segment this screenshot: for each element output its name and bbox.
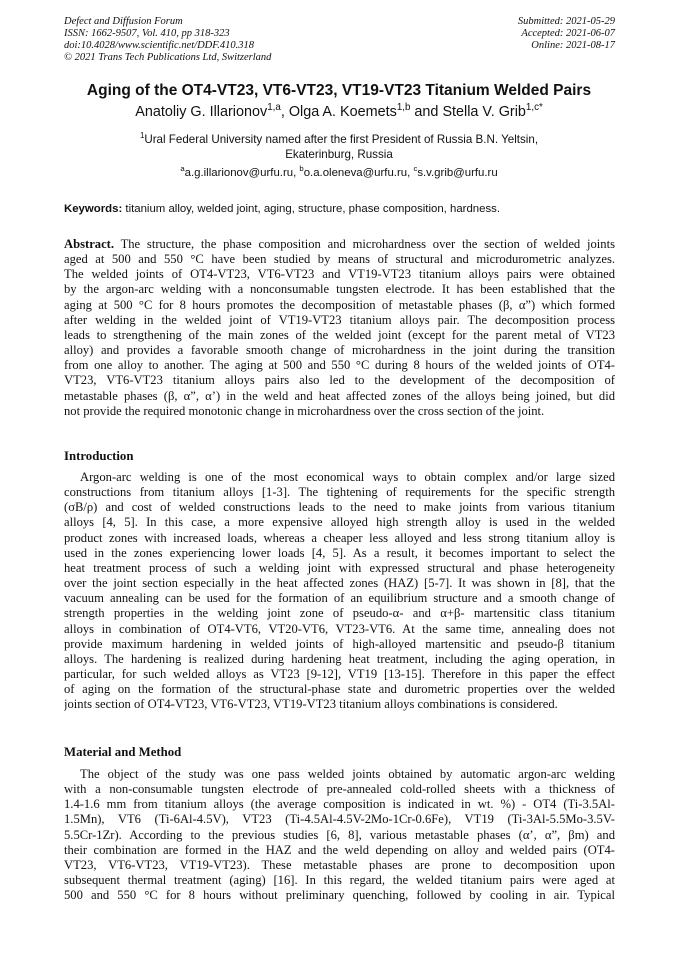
author-name: Olga A. Koemets bbox=[288, 104, 397, 120]
keywords-label: Keywords: bbox=[64, 203, 123, 215]
affiliation bbox=[120, 132, 558, 162]
method-line: VT23, VT6-VT23, VT19-VT23). These metastable phases are prone to decomposition upon bbox=[64, 857, 615, 872]
intro-line: vacuum annealing can be used for the formation of an equilibrium structure and a smooth change of bbox=[64, 591, 615, 606]
abstract-line: VT23, VT6-VT23 titanium alloys pairs also led to the development of the decomposition of bbox=[64, 373, 615, 388]
journal-name: Defect and Diffusion Forum bbox=[64, 16, 183, 27]
author-name: Stella V. Grib bbox=[442, 104, 526, 120]
keywords-text: titanium alloy, welded joint, aging, structure, phase composition, hardness. bbox=[122, 203, 501, 215]
material-method-section bbox=[64, 767, 615, 903]
method-line: 5.5Cr-1Zr). According to the previous studies [6, 8], various metastable phases (α’, α”, βm) and bbox=[64, 827, 615, 842]
abstract-line: by the argon-arc welding with a nonconsumable tungsten electrode. It has been established that the bbox=[64, 282, 615, 297]
intro-line: heat treatment process of such a welding joint with expressed structural and phase heterogeneity bbox=[64, 560, 615, 575]
abstract-line: The welded joints of OT4-VT23, VT6-VT23 and VT19-VT23 titanium alloys pairs were obtained bbox=[64, 267, 615, 282]
abstract-text: The structure, the phase composition and microhardness over the section of welded joints bbox=[114, 237, 615, 251]
abstract-line: from one alloy to another. The aging at 500 and 550 °C during 8 hours of the welded joints of OT4- bbox=[64, 358, 615, 373]
method-line: 1.4-1.6 mm from titanium alloys (the average composition is indicated in wt. %) - OT4 (Ti-3.5Al- bbox=[64, 797, 615, 812]
dates-header bbox=[518, 16, 615, 52]
accepted-date: Accepted: 2021-06-07 bbox=[521, 28, 615, 39]
intro-line: of aging on the formation of the structural-phase state and durometric properties over the welded bbox=[64, 682, 615, 697]
email-sup: b bbox=[299, 164, 304, 174]
email-link[interactable]: a.g.illarionov@urfu.ru, bbox=[184, 167, 300, 179]
author-separator: , bbox=[280, 104, 289, 120]
method-line: The object of the study was one pass welded joints obtained by automatic argon-arc welding bbox=[80, 767, 615, 781]
author-list bbox=[40, 104, 638, 120]
method-line: subsequent thermal treatment (aging) [16]. In this regard, the welded titanium pairs were aged at bbox=[64, 873, 615, 888]
introduction-section bbox=[64, 470, 615, 713]
author-emails bbox=[40, 164, 638, 179]
method-line: 1.5Mn), VT6 (Ti-6Al-4.5V), VT23 (Ti-4.5Al-4.5V-2Mo-1Cr-0.6Fe), VT19 (Ti-3Al-5.5Mo-3.5V- bbox=[64, 812, 615, 827]
intro-line: strength properties in the welding joint zone of pseudo-α- and α+β- martensitic class titanium bbox=[64, 606, 615, 621]
intro-line: used in the zones experiencing lower loads [4, 5]. As a result, it becomes important to select the bbox=[64, 545, 615, 560]
author-separator: and bbox=[410, 104, 443, 120]
intro-line: constructions from titanium alloys [1-3]. The tightening of requirements for the specific strength bbox=[64, 485, 615, 500]
abstract-line bbox=[64, 237, 615, 252]
abstract-line: after welding in the welded joint of VT19-VT23 titanium alloys pair. The decomposition process bbox=[64, 312, 615, 327]
online-date: Online: 2021-08-17 bbox=[531, 40, 615, 51]
author-name: Anatoliy G. Illarionov bbox=[135, 104, 268, 120]
affiliation-line: Ural Federal University named after the first President of Russia B.N. Yeltsin, bbox=[144, 133, 539, 146]
abstract-line: aged at 500 and 550 °C have been studied by means of structural and microdurometric analyzes. bbox=[64, 252, 615, 267]
abstract-label: Abstract. bbox=[64, 237, 115, 251]
intro-line: Argon-arc welding is one of the most economical ways to obtain complex and/or large sized bbox=[80, 470, 615, 484]
journal-doi: doi:10.4028/www.scientific.net/DDF.410.318 bbox=[64, 40, 255, 51]
email-link[interactable]: o.a.oleneva@urfu.ru, bbox=[303, 167, 414, 179]
journal-copyright: © 2021 Trans Tech Publications Ltd, Switzerland bbox=[64, 52, 272, 63]
author-sup: 1,a bbox=[267, 102, 281, 114]
abstract-line: not provide the required monotonic change in microhardness over the cross section of the joint. bbox=[64, 403, 545, 418]
author-sup: 1,b bbox=[396, 102, 411, 114]
submitted-date: Submitted: 2021-05-29 bbox=[517, 16, 615, 27]
abstract-line: metastable phases (β, α”, α’) in the weld and heat affected zones of the alloys being joined, but did bbox=[64, 388, 615, 403]
journal-issn: ISSN: 1662-9507, Vol. 410, pp 318-323 bbox=[64, 28, 230, 39]
author-sup: 1,c* bbox=[525, 102, 543, 114]
intro-line: alloys. The hardening is realized during hardening heat treatment, including the aging operation, in bbox=[64, 651, 615, 666]
keywords bbox=[64, 203, 624, 215]
abstract-line: leads to strengthening of the main zones of the welded joint (except for the parent metal of VT23 bbox=[64, 327, 615, 342]
intro-line: product zones with increased loads, whereas a cheaper less alloyed and less strong titanium alloy is bbox=[64, 530, 615, 545]
method-line: with a non-consumable tungsten electrode of pre-annealed cold-rolled sheets with a thickness of bbox=[64, 782, 615, 797]
section-heading-introduction: Introduction bbox=[64, 449, 134, 463]
intro-line: alloys in combination of OT4-VT6, VT20-VT6, VT23-VT6. At the same time, annealing does not bbox=[64, 621, 615, 636]
intro-line: alloys [4, 5]. In this case, a more expensive alloyed high strength alloy is used in the welded bbox=[64, 515, 615, 530]
intro-line: over the joint section especially in the heat affected zones (HAZ) [5-7]. It was shown in [8], that the bbox=[64, 576, 615, 591]
email-sup: c bbox=[413, 164, 418, 174]
email-sup: a bbox=[180, 164, 185, 174]
method-line: 500 and 550 °C for 8 hours without preliminary quenching, followed by cooling in air. Typical bbox=[64, 888, 615, 903]
intro-line: particular, for such welded alloys as VT23 [9-12], VT19 [13-15]. Therefore in this paper the effect bbox=[64, 667, 615, 682]
abstract-line: aging at 500 °C for 8 hours promotes the decomposition of metastable phases (β, α”) which formed bbox=[64, 297, 615, 312]
abstract bbox=[64, 237, 615, 419]
affiliation-line: Ekaterinburg, Russia bbox=[285, 148, 393, 161]
email-link[interactable]: s.v.grib@urfu.ru bbox=[417, 167, 498, 179]
journal-header bbox=[64, 16, 271, 64]
paper-title: Aging of the OT4-VT23, VT6-VT23, VT19-VT23 Titanium Welded Pairs bbox=[86, 82, 592, 99]
intro-line: provide maximum hardening in welded joints of high-alloyed martensitic and pseudo-β titanium bbox=[64, 636, 615, 651]
intro-line: (σB/ρ) and cost of welded constructions leads to the need to make joints from various titanium bbox=[64, 500, 615, 515]
affiliation-sup: 1 bbox=[139, 131, 145, 141]
section-heading-material-method: Material and Method bbox=[64, 745, 182, 759]
abstract-line: alloy) and provides a favorable smooth change of microhardness in the joint during the transition bbox=[64, 343, 615, 358]
intro-line: joints section of OT4-VT23, VT6-VT23, VT19-VT23 titanium alloys combinations is considered. bbox=[64, 697, 558, 712]
method-line: their combination are formed in the HAZ and the weld depending on alloy and welded pairs (OT4- bbox=[64, 842, 615, 857]
